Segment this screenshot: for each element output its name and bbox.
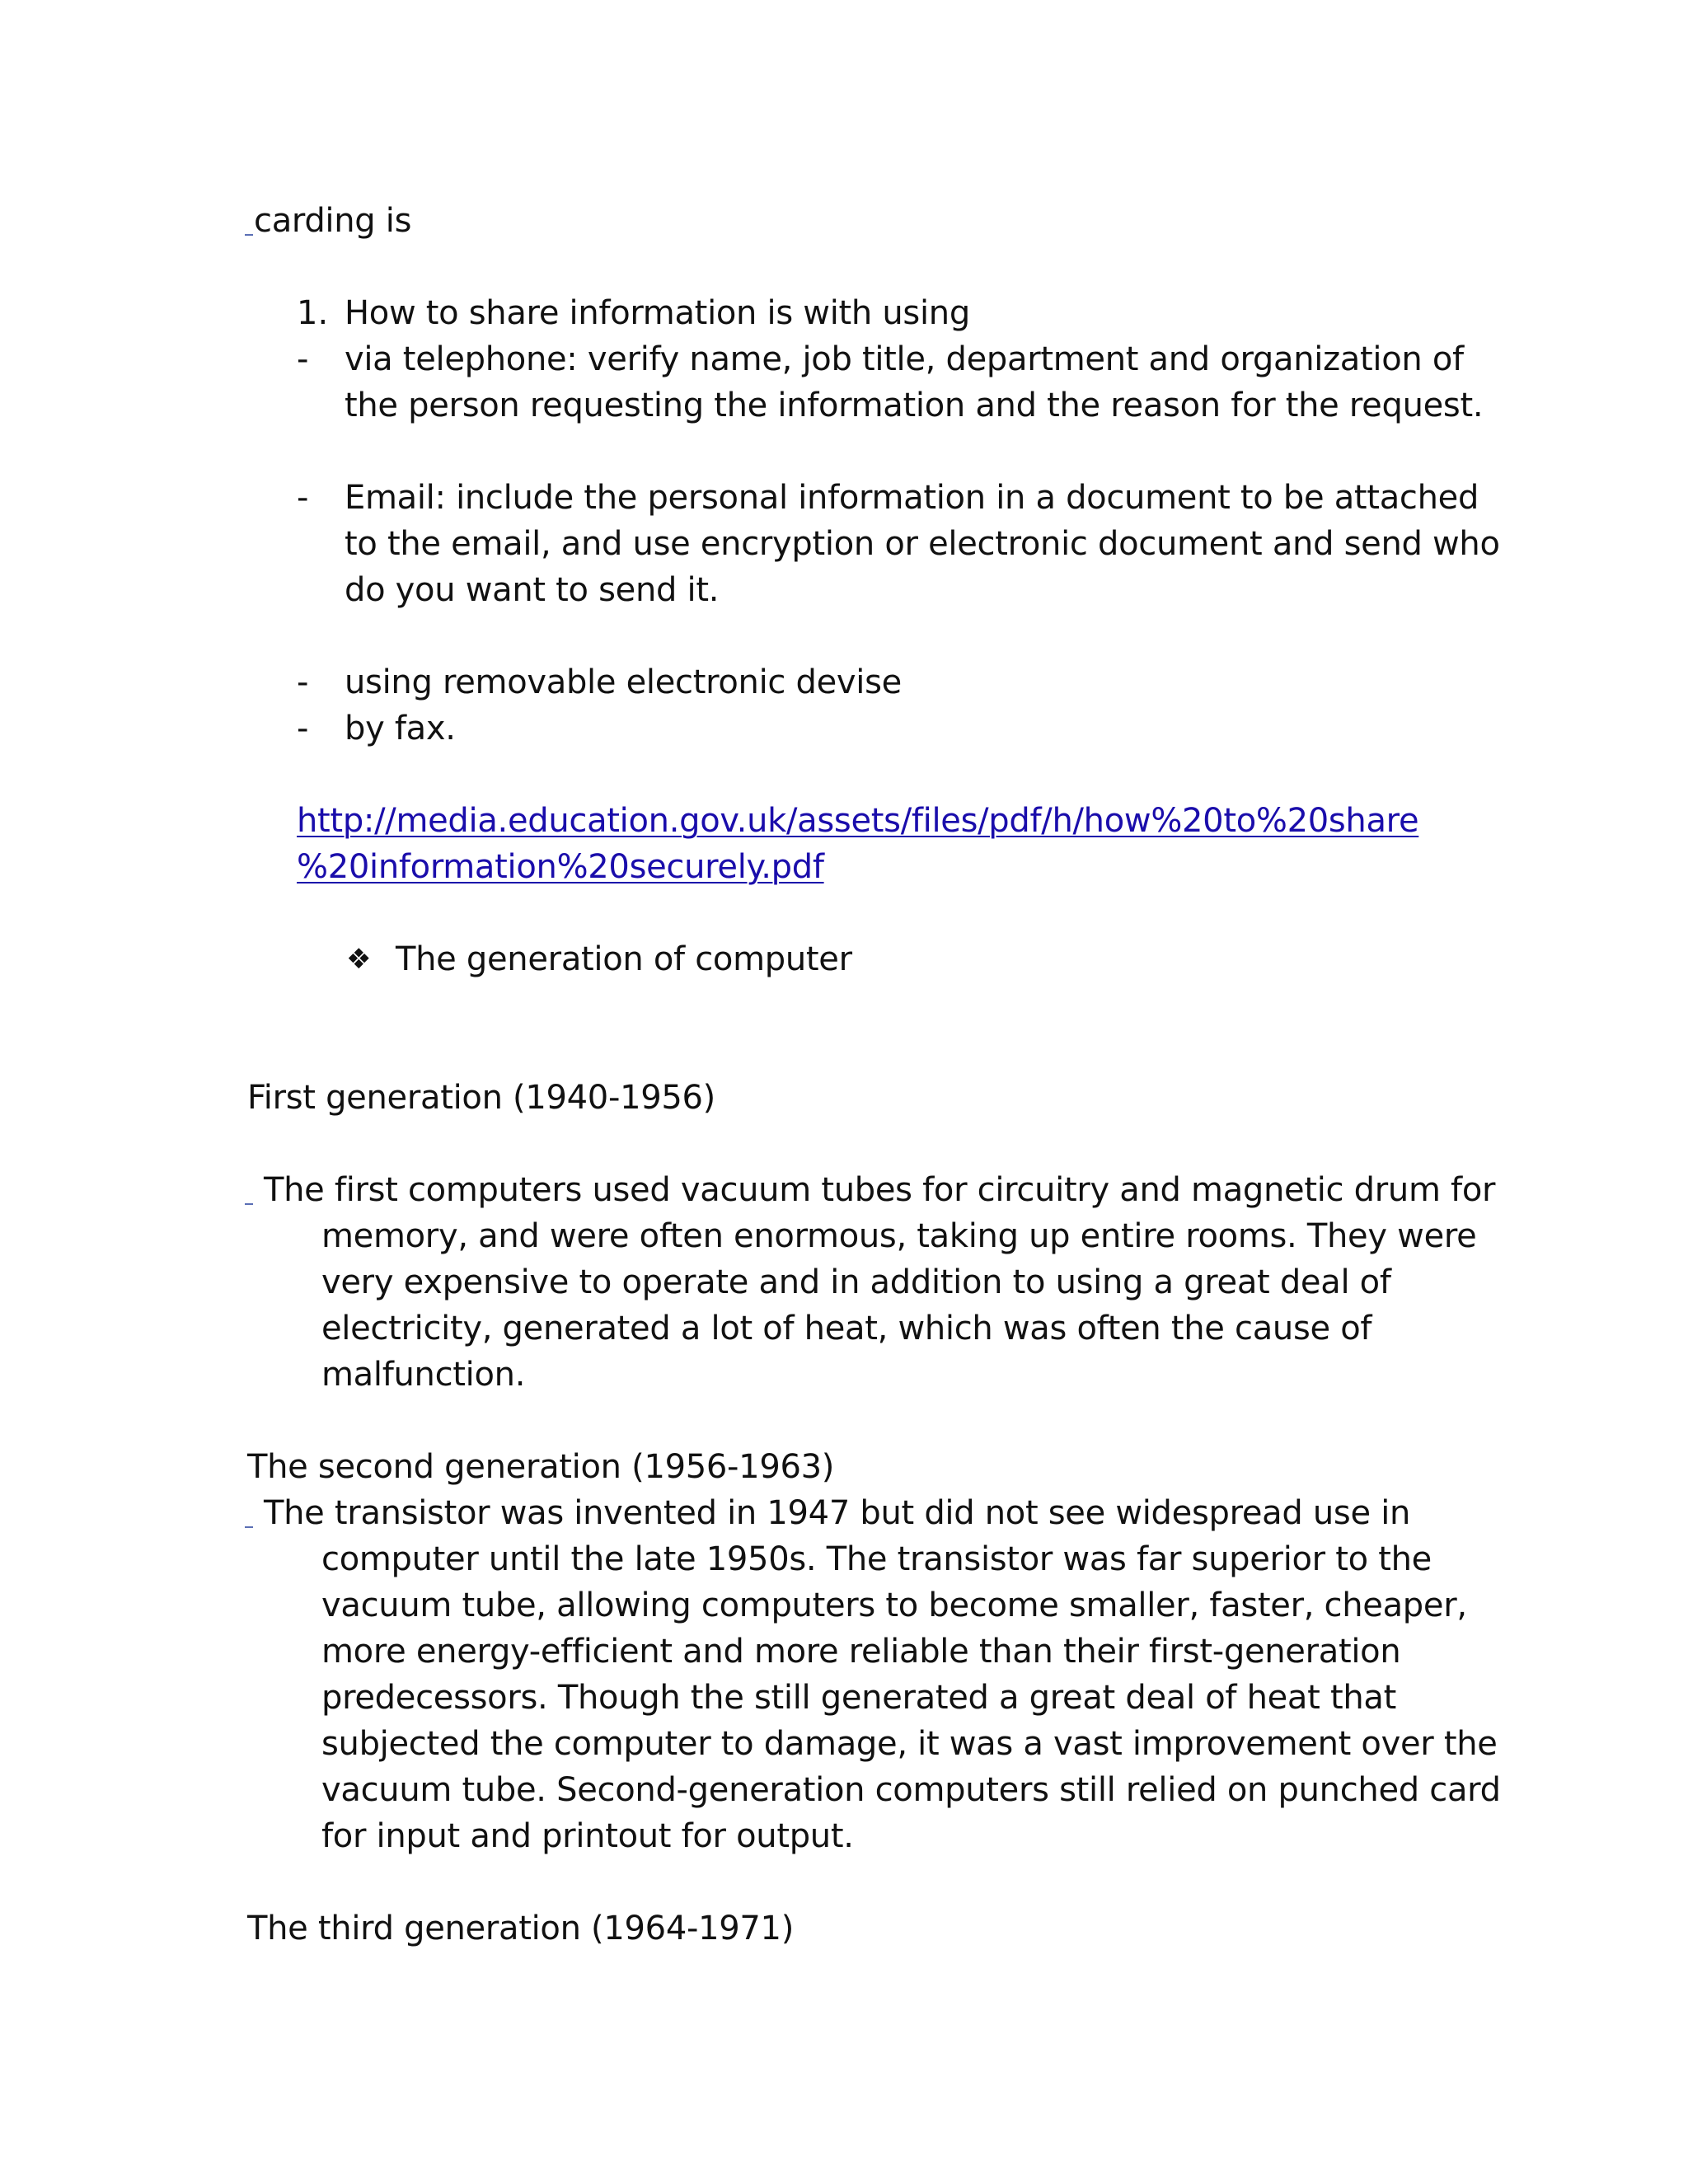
list-item-email-cont: to the email, and use encryption or electronic document and send who xyxy=(345,525,1500,563)
first-generation-paragraph: The first computers used vacuum tubes for circuitry and magnetic drum for xyxy=(264,1171,1496,1209)
second-generation-paragraph: subjected the computer to damage, it was a vast improvement over the xyxy=(321,1725,1498,1763)
second-generation-paragraph: vacuum tube. Second-generation computers still relied on punched card xyxy=(321,1771,1501,1809)
diamond-bullet-icon: ❖ xyxy=(346,943,372,976)
first-generation-paragraph: malfunction. xyxy=(321,1356,526,1394)
second-generation-paragraph: vacuum tube, allowing computers to become smaller, faster, cheaper, xyxy=(321,1586,1467,1624)
first-generation-paragraph: memory, and were often enormous, taking up entire rooms. They were xyxy=(321,1217,1477,1255)
third-generation-heading: The third generation (1964-1971) xyxy=(247,1910,794,1947)
first-generation-paragraph: electricity, generated a lot of heat, which was often the cause of xyxy=(321,1310,1372,1347)
second-generation-paragraph: computer until the late 1950s. The transistor was far superior to the xyxy=(321,1540,1432,1578)
second-generation-paragraph: The transistor was invented in 1947 but did not see widespread use in xyxy=(264,1494,1411,1532)
list-item-email: Email: include the personal information in a document to be attached xyxy=(345,479,1479,517)
dash-marker: - xyxy=(297,710,309,748)
reference-link-cont[interactable]: %20information%20securely.pdf xyxy=(297,848,824,886)
list-item-fax: by fax. xyxy=(345,710,456,748)
reference-link[interactable]: http://media.education.gov.uk/assets/files/pdf/h/how%20to%20share xyxy=(297,802,1419,840)
first-generation-heading: First generation (1940-1956) xyxy=(247,1079,715,1117)
list-number: 1. xyxy=(297,294,329,332)
second-generation-paragraph: predecessors. Though the still generated a great deal of heat that xyxy=(321,1679,1396,1717)
comment-anchor-mark xyxy=(245,234,253,236)
list-item-telephone: via telephone: verify name, job title, department and organization of xyxy=(345,340,1464,378)
generation-bullet-text: The generation of computer xyxy=(396,940,852,978)
list-item-removable: using removable electronic devise xyxy=(345,663,902,701)
dash-marker: - xyxy=(297,340,309,378)
comment-anchor-mark xyxy=(245,1526,253,1528)
second-generation-paragraph: for input and printout for output. xyxy=(321,1817,854,1855)
list-item-share-info: How to share information is with using xyxy=(345,294,970,332)
comment-anchor-mark xyxy=(245,1203,253,1205)
second-generation-heading: The second generation (1956-1963) xyxy=(247,1448,835,1486)
dash-marker: - xyxy=(297,663,309,701)
list-item-email-cont: do you want to send it. xyxy=(345,571,720,609)
list-item-telephone-cont: the person requesting the information and the reason for the request. xyxy=(345,387,1484,424)
second-generation-paragraph: more energy-efficient and more reliable than their first-generation xyxy=(321,1633,1401,1671)
first-generation-paragraph: very expensive to operate and in addition to using a great deal of xyxy=(321,1263,1391,1301)
intro-heading: carding is xyxy=(254,202,412,240)
dash-marker: - xyxy=(297,479,309,517)
